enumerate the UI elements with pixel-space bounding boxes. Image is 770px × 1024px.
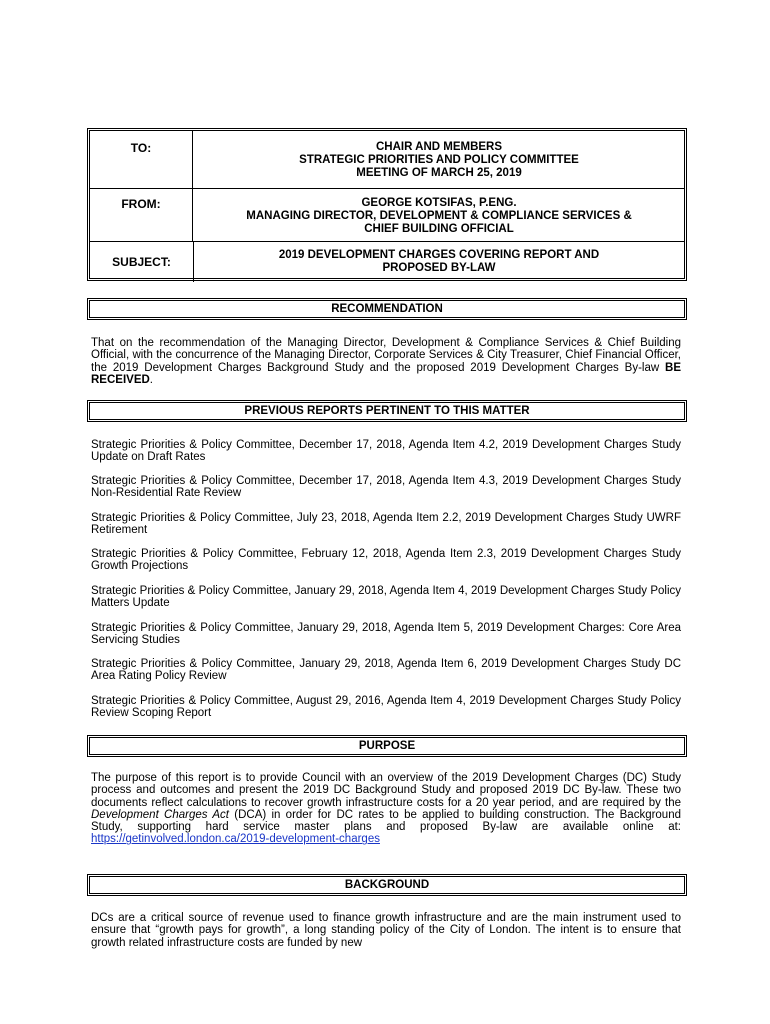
to-line: CHAIR AND MEMBERS — [375, 141, 503, 153]
to-label: TO: — [90, 131, 193, 188]
from-value — [194, 189, 684, 242]
from-line: CHIEF BUILDING OFFICIAL — [364, 223, 514, 235]
recommendation-heading: RECOMMENDATION — [87, 298, 687, 320]
subject-row — [90, 241, 684, 282]
recommendation-body: That on the recommendation of the Managing Director, Development & Compliance Services & Chief Building Official, with the concurrence of the Managing Director, Corporate Services & City Treasurer, Chief Financial Officer, the 2019 Development Charges Background Study and the proposed 2019 Development Charges By-law — [91, 337, 681, 374]
previous-report-item: Strategic Priorities & Policy Committee, December 17, 2018, Agenda Item 4.2, 2019 Development Charges Study Update on Draft Rates — [91, 439, 681, 464]
previous-report-item: Strategic Priorities & Policy Committee, January 29, 2018, Agenda Item 5, 2019 Development Charges: Core Area Servicing Studies — [91, 622, 681, 647]
purpose-heading: PURPOSE — [87, 735, 687, 757]
previous-report-item: Strategic Priorities & Policy Committee, August 29, 2016, Agenda Item 4, 2019 Development Charges Study Policy Review Scoping Report — [91, 695, 681, 720]
from-row — [90, 188, 684, 242]
from-label: FROM: — [90, 189, 193, 242]
previous-report-item: Strategic Priorities & Policy Committee, December 17, 2018, Agenda Item 4.3, 2019 Development Charges Study Non-Residential Rate Review — [91, 475, 681, 500]
background-text: DCs are a critical source of revenue used to finance growth infrastructure and are the main instrument used to ensure that “growth pays for growth”, a long standing policy of the City of London. The intent is to ensure that growth related infrastructure costs are funded by new — [91, 912, 681, 949]
header-table — [87, 128, 687, 281]
to-line: MEETING OF MARCH 25, 2019 — [356, 167, 522, 179]
recommendation-end: . — [149, 373, 153, 386]
from-line: MANAGING DIRECTOR, DEVELOPMENT & COMPLIANCE SERVICES & — [246, 210, 632, 222]
to-row — [90, 131, 684, 188]
previous-report-item: Strategic Priorities & Policy Committee, February 12, 2018, Agenda Item 2.3, 2019 Development Charges Study Growth Projections — [91, 548, 681, 573]
development-charges-link[interactable]: https://getinvolved.london.ca/2019-development-charges — [91, 833, 380, 846]
purpose-text — [91, 772, 681, 846]
from-line: GEORGE KOTSIFAS, P.ENG. — [361, 197, 517, 209]
subject-line: 2019 DEVELOPMENT CHARGES COVERING REPORT AND — [278, 249, 600, 261]
purpose-body: The purpose of this report is to provide Council with an overview of the 2019 Development Charges (DC) Study process and outcomes and present the 2019 DC Background Study and proposed 2019 DC By-law. These two documents reflect calculations to recover growth infrastructure costs for a 20 year period, and are required by the — [91, 772, 681, 809]
purpose-body-cont: (DCA) in order for DC rates to be applied to building construction. The Background Study, supporting hard service master plans and proposed By-law are available online at: — [91, 808, 681, 834]
previous-report-item: Strategic Priorities & Policy Committee, January 29, 2018, Agenda Item 4, 2019 Development Charges Study Policy Matters Update — [91, 585, 681, 610]
previous-reports-heading: PREVIOUS REPORTS PERTINENT TO THIS MATTER — [87, 400, 687, 422]
background-heading: BACKGROUND — [87, 874, 687, 896]
subject-label: SUBJECT: — [90, 242, 194, 282]
subject-value — [194, 242, 684, 282]
recommendation-emphasis: BE RECEIVED — [91, 361, 681, 386]
recommendation-text — [91, 337, 681, 386]
subject-line: PROPOSED BY-LAW — [382, 262, 496, 274]
to-line: STRATEGIC PRIORITIES AND POLICY COMMITTEE — [299, 154, 579, 166]
previous-report-item: Strategic Priorities & Policy Committee, January 29, 2018, Agenda Item 6, 2019 Development Charges Study DC Area Rating Policy Review — [91, 658, 681, 683]
to-value — [194, 131, 684, 188]
purpose-act-title: Development Charges Act — [91, 808, 229, 821]
previous-report-item: Strategic Priorities & Policy Committee, July 23, 2018, Agenda Item 2.2, 2019 Development Charges Study UWRF Retirement — [91, 512, 681, 537]
